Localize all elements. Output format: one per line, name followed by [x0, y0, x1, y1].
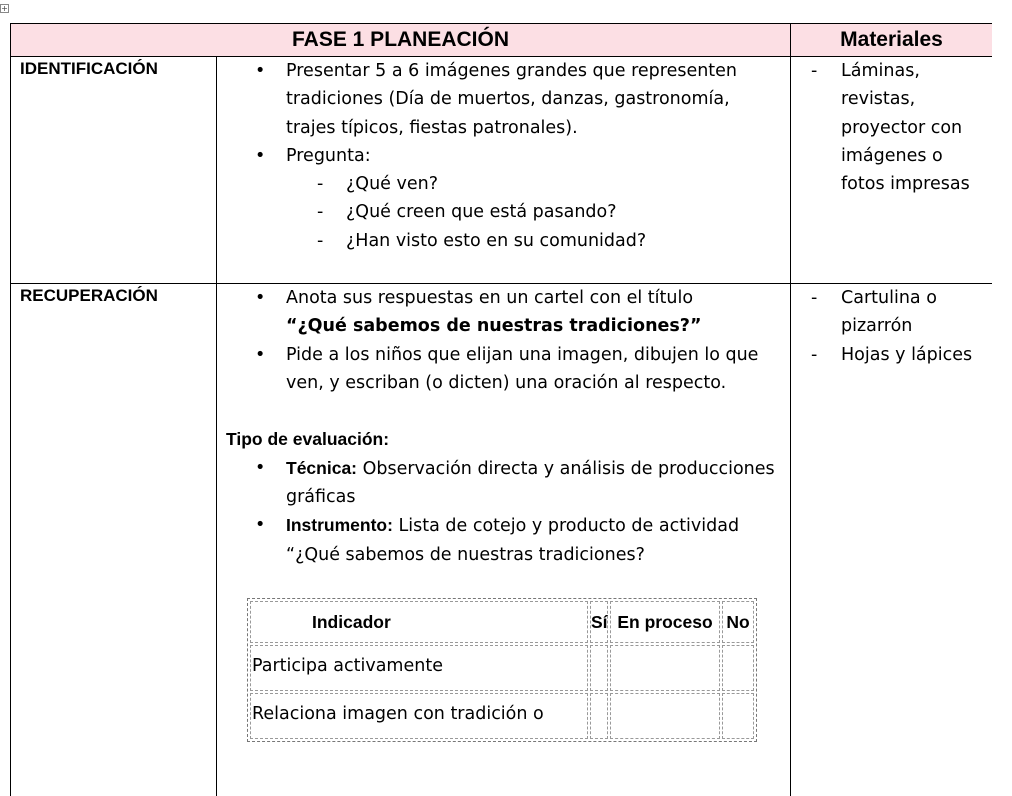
recuperacion-label: RECUPERACIÓN — [11, 284, 217, 796]
indicator-table — [247, 598, 757, 742]
recuperacion-row — [11, 284, 993, 796]
spacer — [226, 397, 784, 425]
no-cell[interactable] — [722, 693, 754, 739]
yes-header: Sí — [590, 601, 608, 643]
no-header: No — [722, 601, 754, 643]
indicator-cell: Participa activamente — [250, 645, 588, 691]
cartel-title: “¿Qué sabemos de nuestras tradiciones?” — [286, 316, 702, 337]
recuperacion-bullet-1 — [286, 284, 784, 341]
identificacion-materials — [791, 57, 992, 284]
question-list — [286, 170, 784, 255]
table-row — [250, 645, 754, 691]
technique-item — [286, 454, 784, 512]
technique-label: Técnica: — [286, 457, 357, 478]
indicator-header: Indicador — [250, 601, 588, 643]
table-row — [250, 693, 754, 739]
in-process-header: En proceso — [610, 601, 720, 643]
indicator-cell: Relaciona imagen con tradición o — [250, 693, 588, 739]
question-prompt: Pregunta: — [286, 145, 371, 166]
material-item: - Láminas, revistas, proyector con imágenes o fotos impresas — [841, 57, 988, 198]
technique-text: Observación directa y análisis de producciones gráficas — [286, 458, 775, 508]
identificacion-label: IDENTIFICACIÓN — [11, 57, 217, 284]
planning-table — [10, 23, 992, 796]
indicator-header-row — [250, 601, 754, 643]
recuperacion-content — [217, 284, 791, 796]
identificacion-content — [217, 57, 791, 284]
instrument-item — [286, 511, 784, 569]
evaluation-title: Tipo de evaluación: — [226, 429, 390, 450]
phase-title: FASE 1 PLANEACIÓN — [11, 24, 791, 57]
instrument-label: Instrumento: — [286, 515, 393, 536]
table-move-handle-icon[interactable]: + — [1, 4, 8, 13]
no-cell[interactable] — [722, 645, 754, 691]
identificacion-bullet-2 — [286, 142, 784, 255]
recuperacion-materials-list — [801, 284, 988, 369]
table-header-row — [11, 24, 993, 57]
identificacion-materials-list — [801, 57, 988, 198]
recuperacion-materials — [791, 284, 992, 796]
yes-cell[interactable] — [590, 693, 608, 739]
planning-document — [10, 23, 992, 796]
in-process-cell[interactable] — [610, 645, 720, 691]
materials-title: Materiales — [791, 24, 992, 57]
evaluation-bullets — [226, 454, 784, 569]
identificacion-bullets — [226, 57, 784, 255]
instrument-text: Lista de cotejo y producto de actividad “¿Qué sabemos de nuestras tradiciones? — [286, 516, 740, 565]
identificacion-row — [11, 57, 993, 284]
indicator-table-wrapper — [247, 598, 755, 742]
yes-cell[interactable] — [590, 645, 608, 691]
question-item: - ¿Qué ven? — [346, 170, 784, 198]
cartel-instruction: Anota sus respuestas en un cartel con el título — [286, 288, 694, 308]
recuperacion-bullet-2: • Pide a los niños que elijan una imagen, dibujen lo que ven, y escriban (o dicten) una oración al respecto. — [286, 341, 784, 398]
question-item: - ¿Han visto esto en su comunidad? — [346, 227, 784, 255]
recuperacion-bullets — [226, 284, 784, 397]
question-item: - ¿Qué creen que está pasando? — [346, 198, 784, 226]
material-item: - Cartulina o pizarrón — [841, 284, 988, 341]
in-process-cell[interactable] — [610, 693, 720, 739]
material-item: - Hojas y lápices — [841, 341, 988, 369]
identificacion-bullet-1: • Presentar 5 a 6 imágenes grandes que representen tradiciones (Día de muertos, danzas, gastronomía, trajes típicos, fiestas patronales). — [286, 57, 784, 142]
